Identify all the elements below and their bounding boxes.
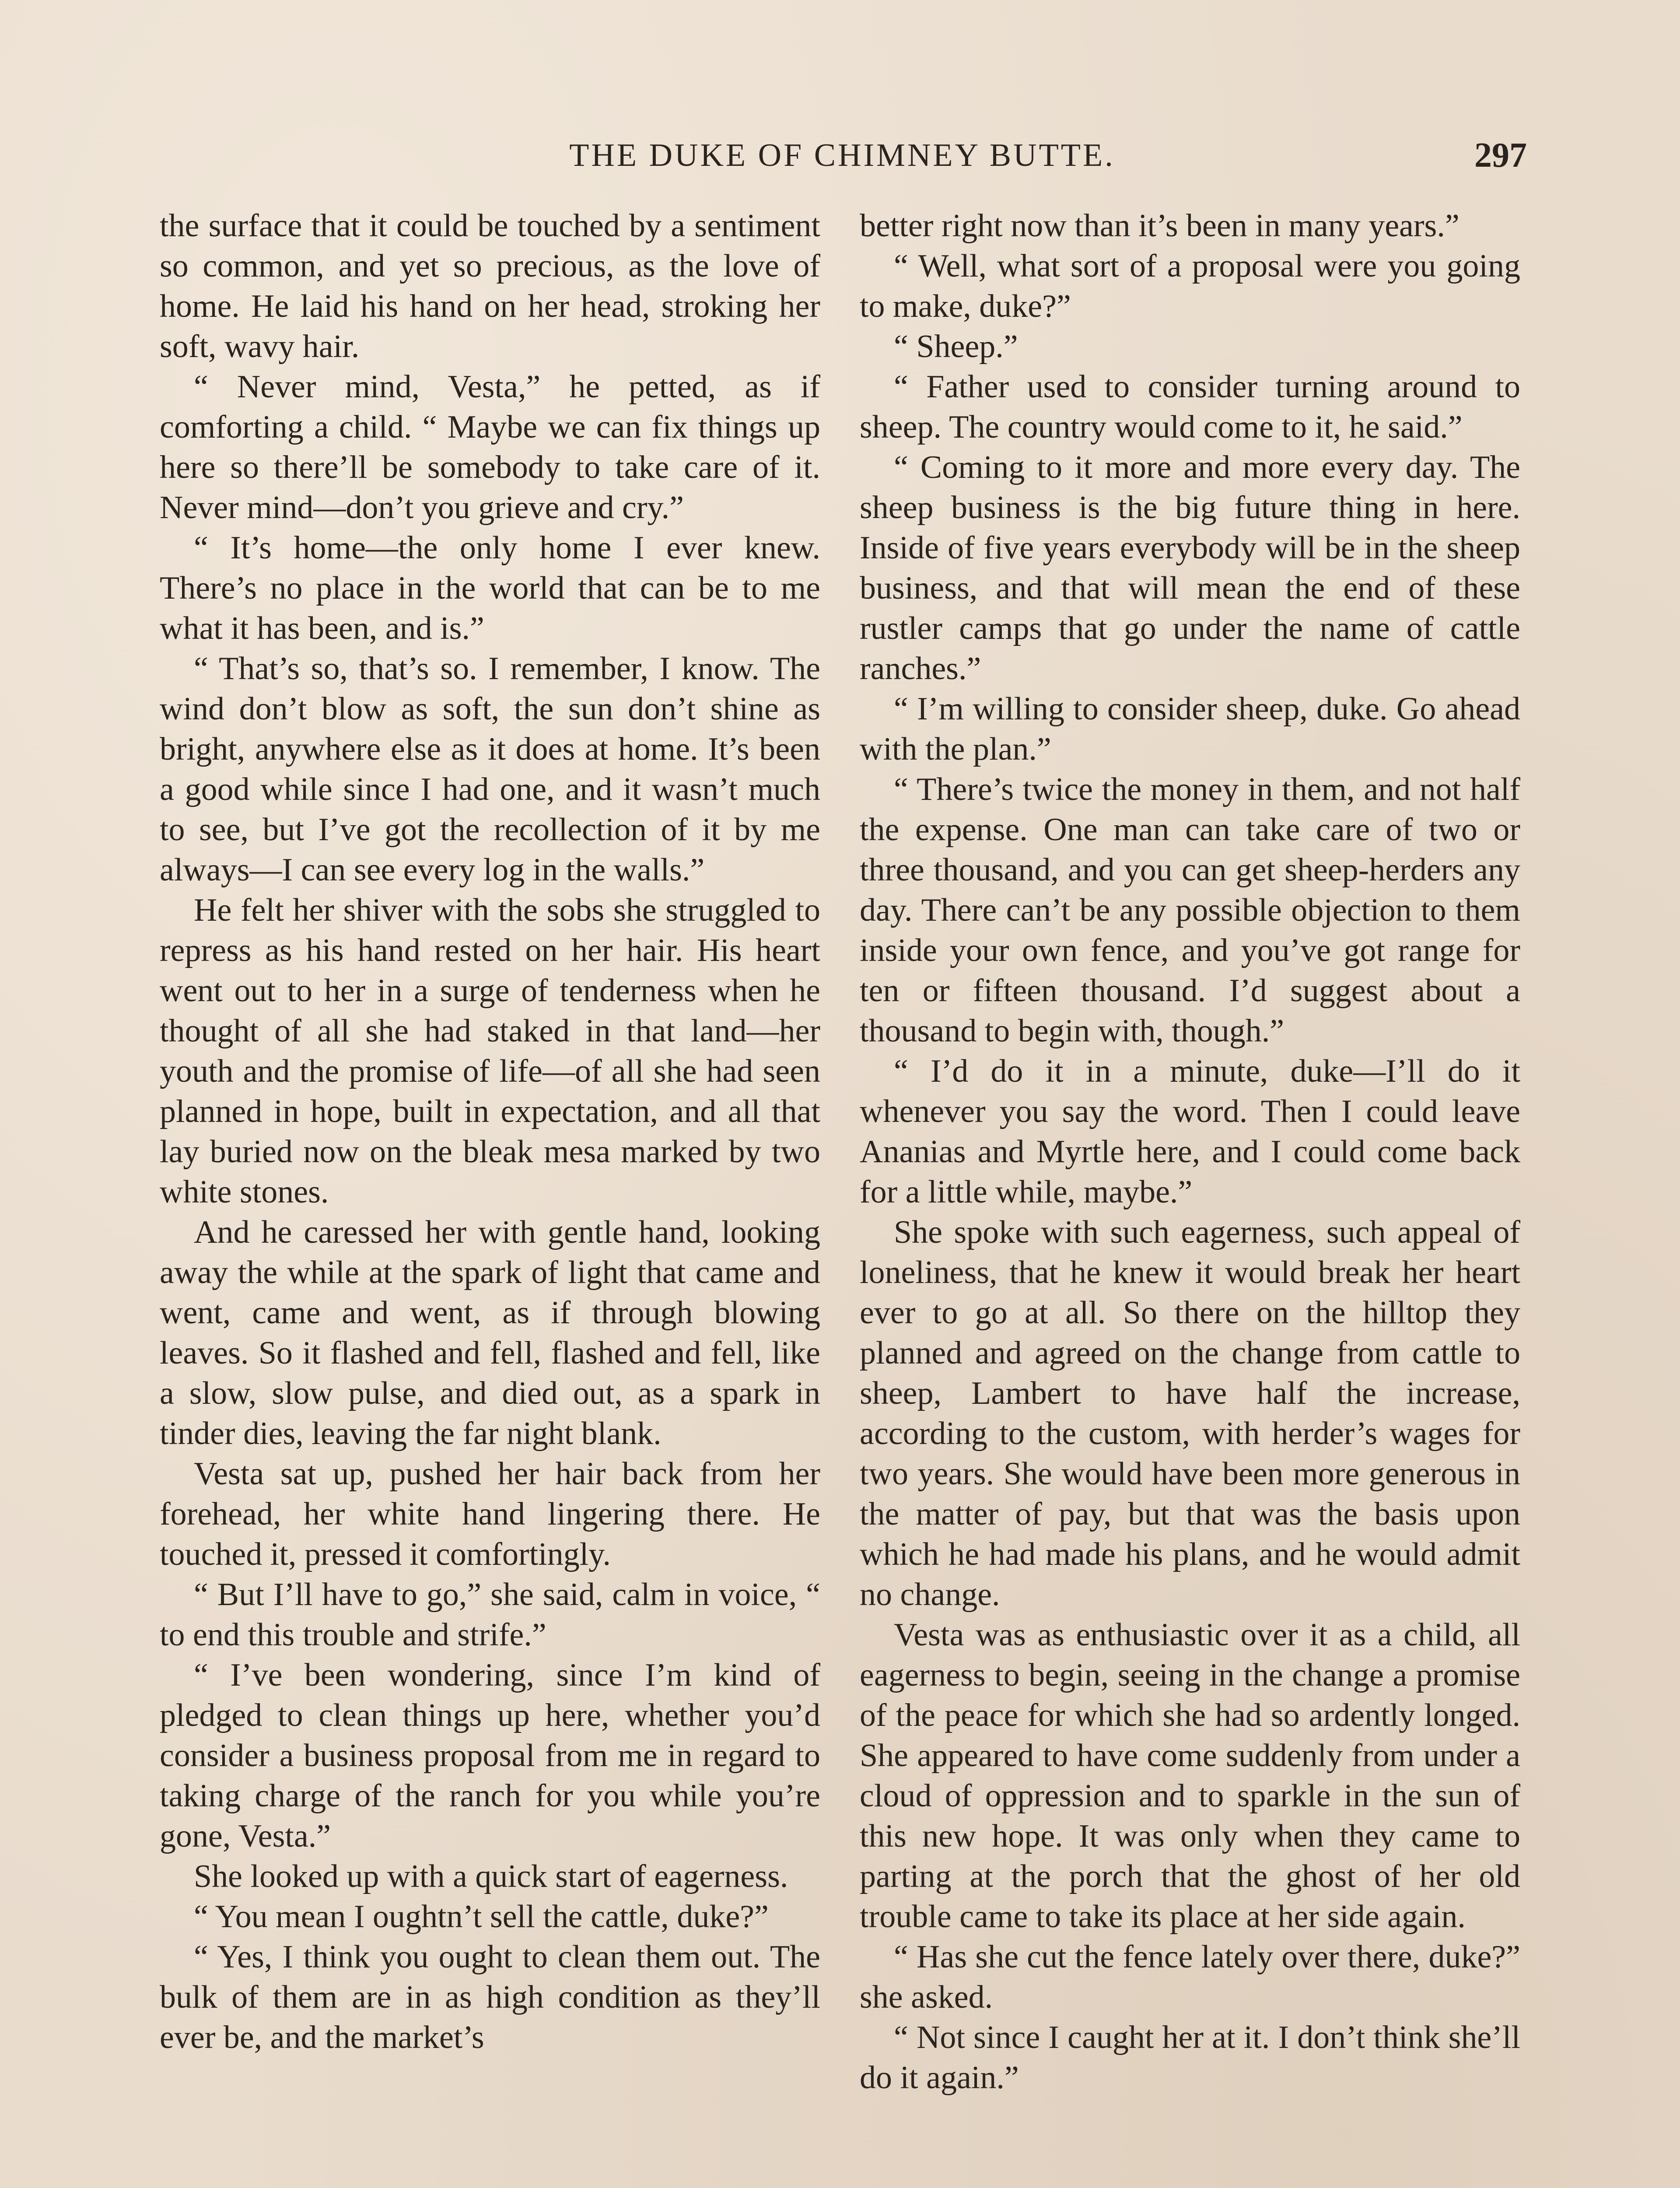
paragraph: “ Coming to it more and more every day. The sheep business is the big future thing in here. Inside of five years everybody will be in the sheep business, and that will mean the end of these rustler camps that go under the name of cattle ranches.” [860, 449, 1520, 687]
paragraph: “ Has she cut the fence lately over there, duke?” she asked. [860, 1939, 1520, 2015]
paragraph: “ That’s so, that’s so. I remember, I know. The wind don’t blow as soft, the sun don’t shine as bright, anywhere else as it does at home. It’s been a good while since I had one, and it wasn’t much to see, but I’ve got the recollection of it by me always—I can see every log in the walls.” [160, 651, 820, 888]
paragraph: “ Never mind, Vesta,” he petted, as if comforting a child. “ Maybe we can fix things up here so there’ll be somebody to take care of it. Never mind—don’t you grieve and cry.” [160, 369, 820, 526]
paragraph: “ I’d do it in a minute, duke—I’ll do it whenever you say the word. Then I could leave Ananias and Myrtle here, and I could come back for a little while, maybe.” [860, 1053, 1520, 1210]
paragraph: “ Father used to consider turning around to sheep. The country would come to it, he said.” [860, 369, 1520, 445]
paragraph: “ It’s home—the only home I ever knew. There’s no place in the world that can be to me what it has been, and is.” [160, 530, 820, 646]
page-number: 297 [1474, 136, 1527, 175]
paragraph: “ Not since I caught her at it. I don’t think she’ll do it again.” [860, 2020, 1520, 2096]
paragraph: “ But I’ll have to go,” she said, calm in voice, “ to end this trouble and strife.” [160, 1577, 820, 1653]
paragraph: the surface that it could be touched by a sentiment so common, and yet so precious, as the love of home. He laid his hand on her head, stroking her soft, wavy hair. [160, 208, 820, 365]
paragraph: “ I’m willing to consider sheep, duke. Go ahead with the plan.” [860, 691, 1520, 767]
paragraph: “ Sheep.” [894, 329, 1018, 365]
running-title: THE DUKE OF CHIMNEY BUTTE. [569, 137, 1115, 173]
paragraph: “ Well, what sort of a proposal were you going to make, duke?” [860, 248, 1520, 324]
paragraph: “ I’ve been wondering, since I’m kind of pledged to clean things up here, whether you’d consider a business proposal from me in regard to taking charge of the ranch for you while you’re gone, Vesta.” [160, 1657, 820, 1854]
left-column [160, 206, 820, 2058]
running-head [158, 131, 1527, 179]
paragraph: She looked up with a quick start of eagerness. [194, 1858, 788, 1894]
paragraph: Vesta was as enthusiastic over it as a child, all eagerness to begin, seeing in the change a promise of the peace for which she had so ardently longed. She appeared to have come suddenly from under a cloud of oppression and to sparkle in the sun of this new hope. It was only when they came to parting at the porch that the ghost of her old trouble came to take its place at her side again. [860, 1617, 1520, 1935]
paragraph: Vesta sat up, pushed her hair back from her forehead, her white hand lingering there. He touched it, pressed it comfortingly. [160, 1456, 820, 1572]
paragraph: “ Yes, I think you ought to clean them out. The bulk of them are in as high condition as they’ll ever be, and the market’s [160, 1939, 820, 2055]
paragraph: He felt her shiver with the sobs she struggled to repress as his hand rested on her hair. His heart went out to her in a surge of tenderness when he thought of all she had staked in that land—her youth and the promise of life—of all she had seen planned in hope, built in expectation, and all that lay buried now on the bleak mesa marked by two white stones. [160, 892, 820, 1210]
paragraph: And he caressed her with gentle hand, looking away the while at the spark of light that came and went, came and went, as if through blowing leaves. So it flashed and fell, flashed and fell, like a slow, slow pulse, and died out, as a spark in tinder dies, leaving the far night blank. [160, 1214, 820, 1452]
paragraph: “ You mean I oughtn’t sell the cattle, duke?” [194, 1899, 769, 1935]
paragraph: She spoke with such eagerness, such appeal of loneliness, that he knew it would break her heart ever to go at all. So there on the hilltop they planned and agreed on the change from cattle to sheep, Lambert to have half the increase, according to the custom, with herder’s wages for two years. She would have been more generous in the matter of pay, but that was the basis upon which he had made his plans, and he would admit no change. [860, 1214, 1520, 1613]
paragraph: “ There’s twice the money in them, and not half the expense. One man can take care of two or three thousand, and you can get sheep-herders any day. There can’t be any possible objection to them inside your own fence, and you’ve got range for ten or fifteen thousand. I’d suggest about a thousand to begin with, though.” [860, 771, 1520, 1049]
right-column [860, 206, 1520, 2098]
paragraph: better right now than it’s been in many years.” [860, 208, 1460, 244]
